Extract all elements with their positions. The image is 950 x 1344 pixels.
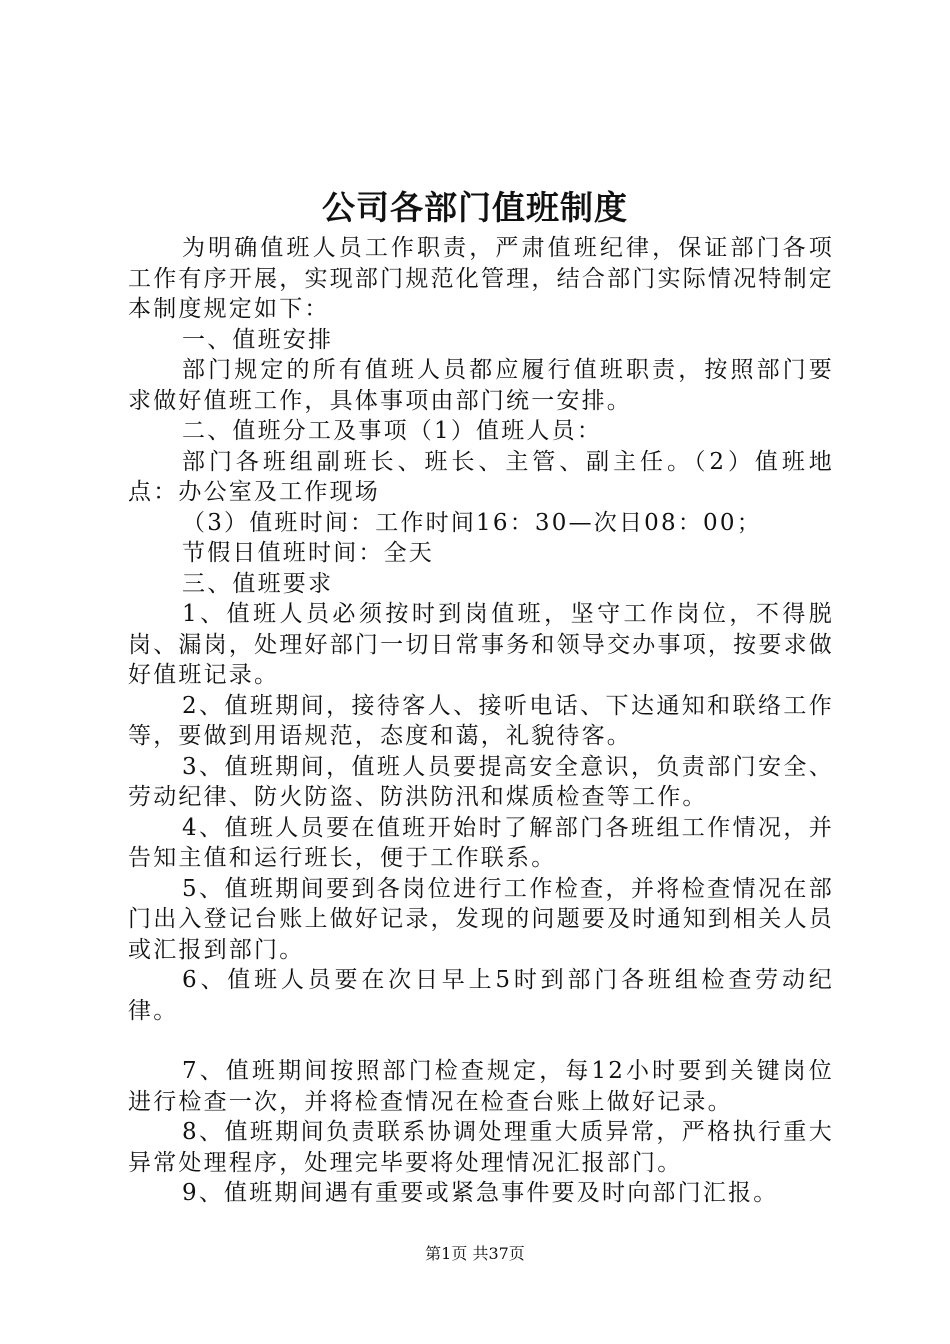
intro-paragraph: 为明确值班人员工作职责，严肃值班纪律，保证部门各项工作有序开展，实现部门规范化管理，结合部门实际情况特制定本制度规定如下： <box>128 235 834 322</box>
page-number-footer: 第1页 共37页 <box>425 1244 525 1263</box>
document-body <box>128 233 834 1209</box>
requirement-item-2: 2、值班期间，接待客人、接听电话、下达通知和联络工作等，要做到用语规范，态度和蔼，礼貌待客。 <box>128 692 834 749</box>
requirement-item-3: 3、值班期间，值班人员要提高安全意识，负责部门安全、劳动纪律、防火防盗、防洪防汛和煤质检查等工作。 <box>128 753 834 810</box>
requirement-item-9: 9、值班期间遇有重要或紧急事件要及时向部门汇报。 <box>182 1180 779 1206</box>
requirement-item-7: 7、值班期间按照部门检查规定，每12小时要到关键岗位进行检查一次，并将检查情况在检查台账上做好记录。 <box>128 1058 834 1115</box>
requirement-item-5: 5、值班期间要到各岗位进行工作检查，并将检查情况在部门出入登记台账上做好记录，发现的问题要及时通知到相关人员或汇报到部门。 <box>128 875 834 963</box>
requirement-item-4: 4、值班人员要在值班开始时了解部门各班组工作情况，并告知主值和运行班长，便于工作联系。 <box>128 814 834 871</box>
section-heading-3: 三、值班要求 <box>182 570 334 597</box>
paragraph-holiday-time: 节假日值班时间：全天 <box>182 540 434 566</box>
requirement-item-6: 6、值班人员要在次日早上5时到部门各班组检查劳动纪律。 <box>128 967 834 1024</box>
paragraph-spacer <box>128 1026 834 1056</box>
paragraph-duty-staff: 部门各班组副班长、班长、主管、副主任。（2）值班地点：办公室及工作现场 <box>128 448 834 505</box>
section-heading-2: 二、值班分工及事项（1）值班人员： <box>182 418 603 444</box>
paragraph-duty-arrangement: 部门规定的所有值班人员都应履行值班职责，按照部门要求做好值班工作，具体事项由部门统一安排。 <box>128 357 834 414</box>
requirement-item-8: 8、值班期间负责联系协调处理重大质异常，严格执行重大异常处理程序，处理完毕要将处理情况汇报部门。 <box>128 1119 834 1176</box>
section-heading-1: 一、值班安排 <box>182 326 334 353</box>
document-title: 公司各部门值班制度 <box>322 188 628 227</box>
requirement-item-1: 1、值班人员必须按时到岗值班，坚守工作岗位，不得脱岗、漏岗，处理好部门一切日常事务和领导交办事项，按要求做好值班记录。 <box>128 601 834 688</box>
paragraph-duty-time: （3）值班时间：工作时间16：30—次日08：00； <box>182 509 762 536</box>
